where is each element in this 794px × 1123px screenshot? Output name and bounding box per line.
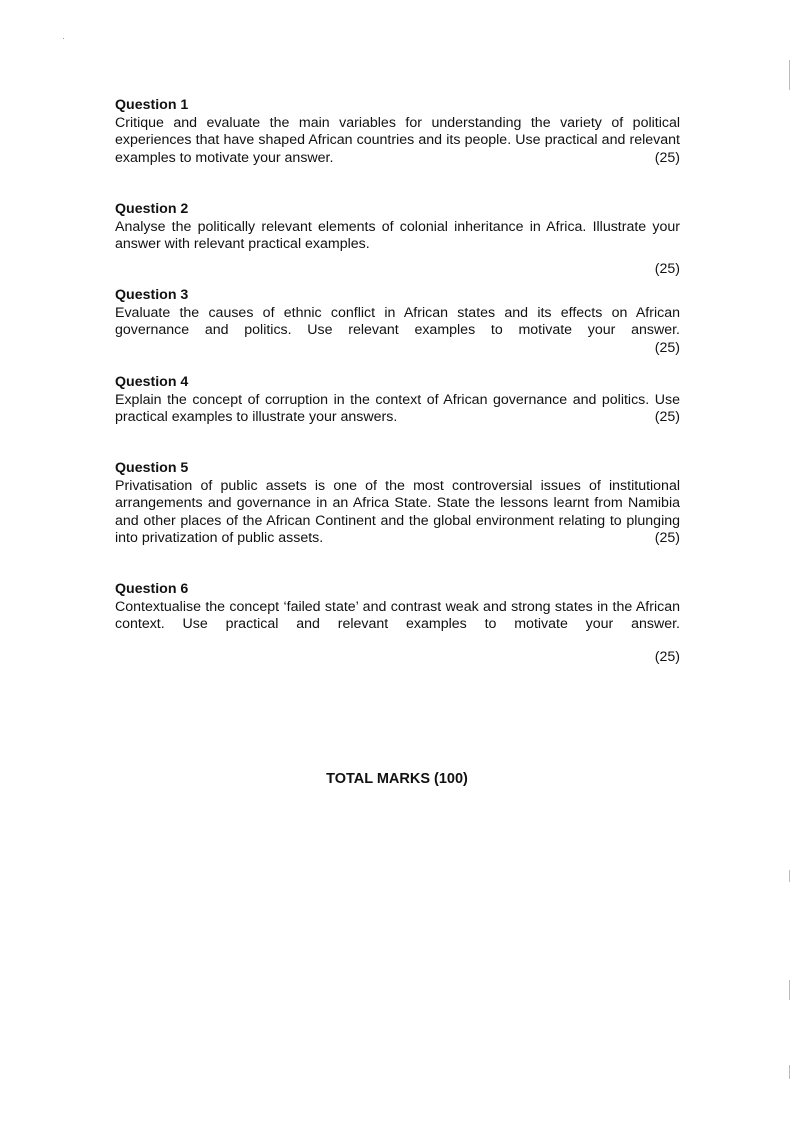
question-text: Privatisation of public assets is one of the most controversial issues of institutional arrangements and governance in an Africa State. State the lessons learnt from Namibia and other places of the African Continent and the global environment relating to plunging into privatization of public assets.: [115, 477, 680, 546]
question-marks: (25): [654, 339, 680, 356]
question-marks: (25): [654, 409, 680, 425]
scan-edge-mark: [789, 870, 790, 882]
scan-speck: [63, 38, 64, 39]
scan-edge-mark: [789, 1065, 790, 1079]
question-marks: (25): [654, 530, 680, 546]
question-title: Question 2: [115, 201, 189, 217]
question-body: [115, 392, 680, 427]
question-text: Analyse the politically relevant elements of colonial inheritance in Africa. Illustrate your answer with relevant practical examples.: [115, 218, 680, 252]
scan-edge-mark: [789, 60, 790, 90]
question-1: [115, 97, 680, 167]
question-5: [115, 460, 680, 548]
question-title: Question 6: [115, 581, 189, 597]
question-title: Question 3: [115, 287, 189, 303]
question-2: [115, 201, 680, 278]
total-marks: TOTAL MARKS (100): [326, 771, 468, 787]
question-body: [115, 478, 680, 548]
scan-edge-mark: [789, 980, 790, 1000]
question-marks: (25): [654, 260, 680, 277]
question-body: [115, 115, 680, 168]
question-6: [115, 581, 680, 666]
question-title: Question 5: [115, 460, 189, 476]
question-marks: (25): [654, 149, 680, 166]
question-marks: (25): [654, 648, 680, 665]
question-text: Evaluate the causes of ethnic conflict in African states and its effects on African governance and politics. Use relevant examples to motivate your answer.: [115, 304, 680, 338]
question-text: Critique and evaluate the main variables for understanding the variety of political experiences that have shaped African countries and its people. Use practical and relevant examples to motivate your answer.: [115, 114, 680, 166]
question-3: [115, 287, 680, 357]
question-text: Contextualise the concept ‘failed state’ and contrast weak and strong states in the African context. Use practical and relevant examples to motivate your answer.: [115, 598, 680, 632]
question-title: Question 4: [115, 374, 189, 390]
question-text: Explain the concept of corruption in the context of African governance and politics. Use practical examples to illustrate your answers.: [115, 391, 680, 425]
question-title: Question 1: [115, 97, 189, 113]
question-4: [115, 374, 680, 427]
